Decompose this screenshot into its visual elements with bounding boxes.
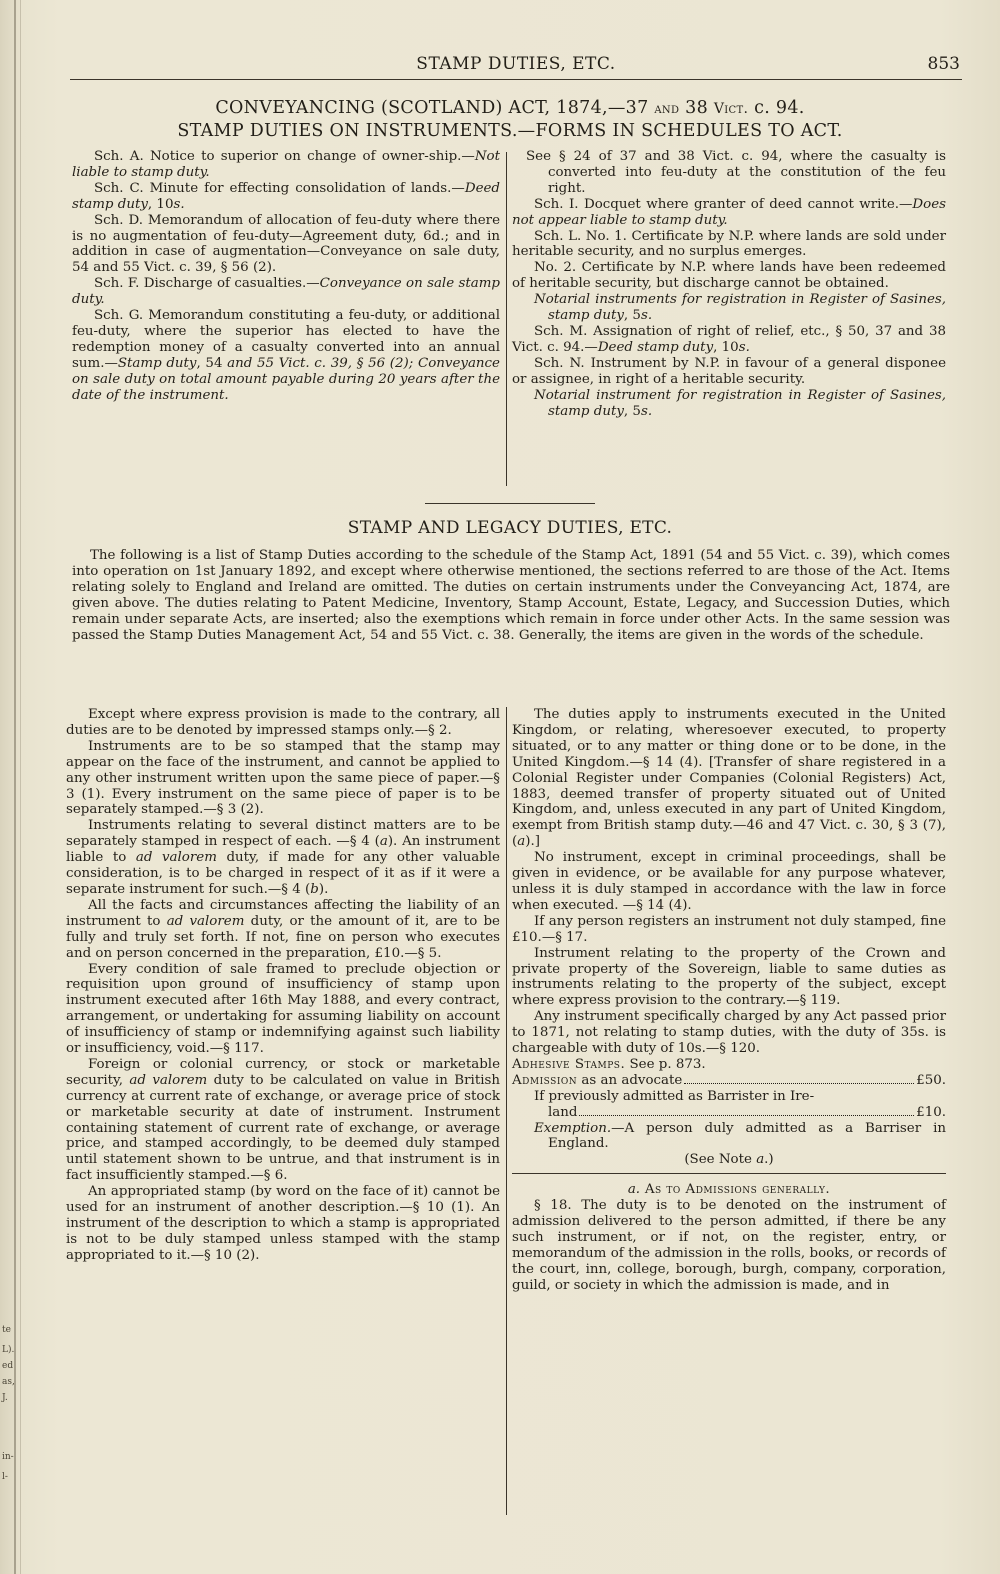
section2-left-column — [66, 707, 500, 1264]
distinct-matters-para: Instruments relating to several distinct matters are to be separately stamped in respect of each. —§ 4 (a). An instrument liable to ad valorem duty, if made for any other valuable consideration, is to be charged in respect of it as if it were a separate instrument for such.—§ 4 (b). — [66, 818, 500, 897]
evidence-para: No instrument, except in criminal proceedings, shall be given in evidence, or be available for any purpose whatever, unless it is duly stamped in accordance with the law in force when executed. —§ 14 (4). — [512, 850, 946, 913]
margin-fragment: as, — [2, 1377, 15, 1387]
section2-right-column — [512, 707, 946, 1294]
notarial-instruments-note: Notarial instruments for registration in Register of Sasines, stamp duty, 5s. — [534, 292, 946, 324]
margin-fragment: ed — [2, 1361, 14, 1371]
note-spacer — [512, 1168, 946, 1176]
schedule-g: Sch. G. Memorandum constituting a feu-duty, or additional feu-duty, where the superior has elected to have the redemption money of a casualty converted into an annual sum.—Stamp duty, 54 and 55 Vict. c. 39, § 56 (2); Conveyance on sale duty on total amount payable during 20 years after the date of the instrument. — [72, 308, 500, 403]
note-rule — [512, 1173, 946, 1174]
schedule-l-no1: Sch. L. No. 1. Certificate by N.P. where lands are sold under heritable security, and no surplus emerges. — [512, 228, 946, 260]
section-divider — [425, 503, 595, 504]
section2-intro — [72, 548, 950, 643]
appropriated-stamp-para: An appropriated stamp (by word on the face of it) cannot be used for an instrument of another description.—§ 10 (1). An instrument of the description to which a stamp is appropriated is not to be duly stamped unless stamped with the stamp appropriated to it.—§ 10 (2). — [66, 1184, 500, 1263]
prior-1871-para: Any instrument specifically charged by any Act passed prior to 1871, not relating to stamp duties, with the duty of 35s. is chargeable with duty of 10s.—§ 120. — [512, 1009, 946, 1057]
section-18-para: § 18. The duty is to be denoted on the instrument of admission delivered to the person admitted, if there be any such instrument, or if not, on the register, entry, or memorandum of the admission in the rolls, books, or records of the court, inn, college, borough, burgh, company, corporation, guild, or society in which the admission is made, and in — [512, 1198, 946, 1293]
schedule-f: Sch. F. Discharge of casualties.—Conveyance on sale stamp duty. — [72, 276, 500, 308]
adhesive-stamps-entry: Adhesive Stamps. See p. 873. — [512, 1056, 706, 1072]
condition-of-sale-para: Every condition of sale framed to preclude objection or requisition upon ground of insufficiency of stamp upon instrument executed after 16th May 1888, and every contract, arrangement, or undertaking for assuming liability on account of insufficiency of stamp or indemnifying against such liability or insufficiency, void.—§ 117. — [66, 961, 500, 1057]
registers-fine-para: If any person registers an instrument not duly stamped, fine £10.—§ 17. — [512, 913, 946, 945]
barrister-entry-line1: If previously admitted as Barrister in Ire- — [534, 1088, 815, 1104]
notarial-instrument-note: Notarial instrument for registration in Register of Sasines, stamp duty, 5s. — [534, 387, 946, 419]
admission-advocate-entry: Admission as an advocate £50. — [512, 1072, 946, 1088]
margin-fragment: in- — [2, 1452, 14, 1462]
running-header — [70, 52, 962, 78]
margin-fragment: te — [2, 1325, 11, 1335]
facts-circumstances-para: All the facts and circumstances affecting the liability of an instrument to ad valorem duty, or the amount of it, are to be fully and truly set forth. If not, fine on person who executes and on person concerned in the preparation, £10.—§ 5. — [66, 897, 500, 961]
header-rule — [70, 79, 962, 80]
schedule-d: Sch. D. Memorandum of allocation of feu-duty where there is no augmentation of feu-duty—Agreement duty, 6d.; and in addition in case of augmentation—Conveyance on sale duty, 54 and 55 Vict. c. 39, § 56 (2). — [72, 212, 500, 276]
section1-title-line2: STAMP DUTIES ON INSTRUMENTS.—FORMS IN SCHEDULES TO ACT. — [177, 121, 843, 141]
schedule-c: Sch. C. Minute for effecting consolidation of lands.—Deed stamp duty, 10s. — [72, 180, 500, 212]
schedule-a: Sch. A. Notice to superior on change of owner-ship.—Not liable to stamp duty. — [72, 149, 500, 180]
page-number: 853 — [927, 54, 960, 74]
running-title: STAMP DUTIES, ETC. — [416, 54, 616, 74]
column-rule — [506, 152, 507, 486]
schedule-l-no2: No. 2. Certificate by N.P. where lands have been redeemed of heritable security, but discharge cannot be obtained. — [512, 260, 946, 292]
see-note-a: (See Note a.) — [684, 1152, 774, 1168]
section1-left-column — [72, 149, 500, 404]
binding-edge — [20, 0, 21, 1574]
section2-title: STAMP AND LEGACY DUTIES, ETC. — [347, 518, 673, 538]
duties-apply-para: The duties apply to instruments executed in the United Kingdom, or relating, wheresoever executed, to property situated, or to any matter or thing done or to be done, in the United Kingdom.—§ 14 (4). [Transfer of share registered in a Colonial Register under Companies (Colonial Registers) Act, 1883, deemed transfer of property situated out of United Kingdom, and, unless executed in any part of United Kingdom, exempt from British stamp duty.—46 and 47 Vict. c. 30, § 3 (7), (a).] — [512, 707, 946, 850]
barrister-entry-line2: land £10. — [548, 1104, 946, 1120]
schedule-n: Sch. N. Instrument by N.P. in favour of a general disponee or assignee, in right of a heritable security. — [512, 355, 946, 387]
note-heading: a. As to Admissions generally. — [627, 1182, 831, 1198]
binding-shadow — [14, 0, 16, 1574]
see-section-24: See § 24 of 37 and 38 Vict. c. 94, where the casualty is converted into feu-duty at the constitution of the feu right. — [526, 149, 946, 196]
schedule-i: Sch. I. Docquet where granter of deed cannot write.—Does not appear liable to stamp duty. — [512, 196, 946, 228]
column-rule — [506, 707, 507, 1515]
intro-paragraph: The following is a list of Stamp Duties according to the schedule of the Stamp Act, 1891 (54 and 55 Vict. c. 39), which comes into operation on 1st January 1892, and except where otherwise mentioned, the sections referred to are those of the Act. Items relating solely to England and Ireland are omitted. The duties on certain instruments under the Conveyancing Act, 1874, are given above. The duties relating to Patent Medicine, Inventory, Stamp Account, Estate, Legacy, and Succession Duties, which remain under separate Acts, are inserted; also the exemptions which remain in force under other Acts. In the same session was passed the Stamp Duties Management Act, 54 and 55 Vict. c. 38. Generally, the items are given in the words of the schedule. — [72, 548, 950, 643]
impressed-stamps-para: Except where express provision is made to the contrary, all duties are to be denoted by impressed stamps only.—§ 2. — [66, 707, 500, 738]
foreign-currency-para: Foreign or colonial currency, or stock or marketable security, ad valorem duty to be calculated on value in British currency at current rate of exchange, or average price of stock or marketable security at date of instrument. Instrument containing statement of current rate of exchange, or average price, and stamped accordingly, to be deemed duly stamped until statement shown to be untrue, and that instrument is in fact insufficiently stamped.—§ 6. — [66, 1056, 500, 1184]
section1-right-column — [512, 149, 946, 419]
crown-property-para: Instrument relating to the property of the Crown and private property of the Sovereign, liable to same duties as instruments relating to the property of the subject, except where express provision to the contrary.—§ 119. — [512, 945, 946, 1009]
margin-fragment: L). — [2, 1345, 15, 1355]
margin-fragment: l- — [2, 1472, 8, 1482]
exemption-entry: Exemption.—A person duly admitted as a Barriser in England. — [534, 1120, 946, 1152]
schedule-m: Sch. M. Assignation of right of relief, etc., § 50, 37 and 38 Vict. c. 94.—Deed stamp duty, 10s. — [512, 323, 946, 355]
margin-fragment: J. — [2, 1393, 8, 1403]
stamp-face-para: Instruments are to be so stamped that the stamp may appear on the face of the instrument, and cannot be applied to any other instrument written upon the same piece of paper.—§ 3 (1). Every instrument on the same piece of paper is to be separately stamped.—§ 3 (2). — [66, 738, 500, 818]
section1-title-line1: CONVEYANCING (SCOTLAND) ACT, 1874,—37 and 38 Vict. c. 94. — [215, 98, 805, 118]
